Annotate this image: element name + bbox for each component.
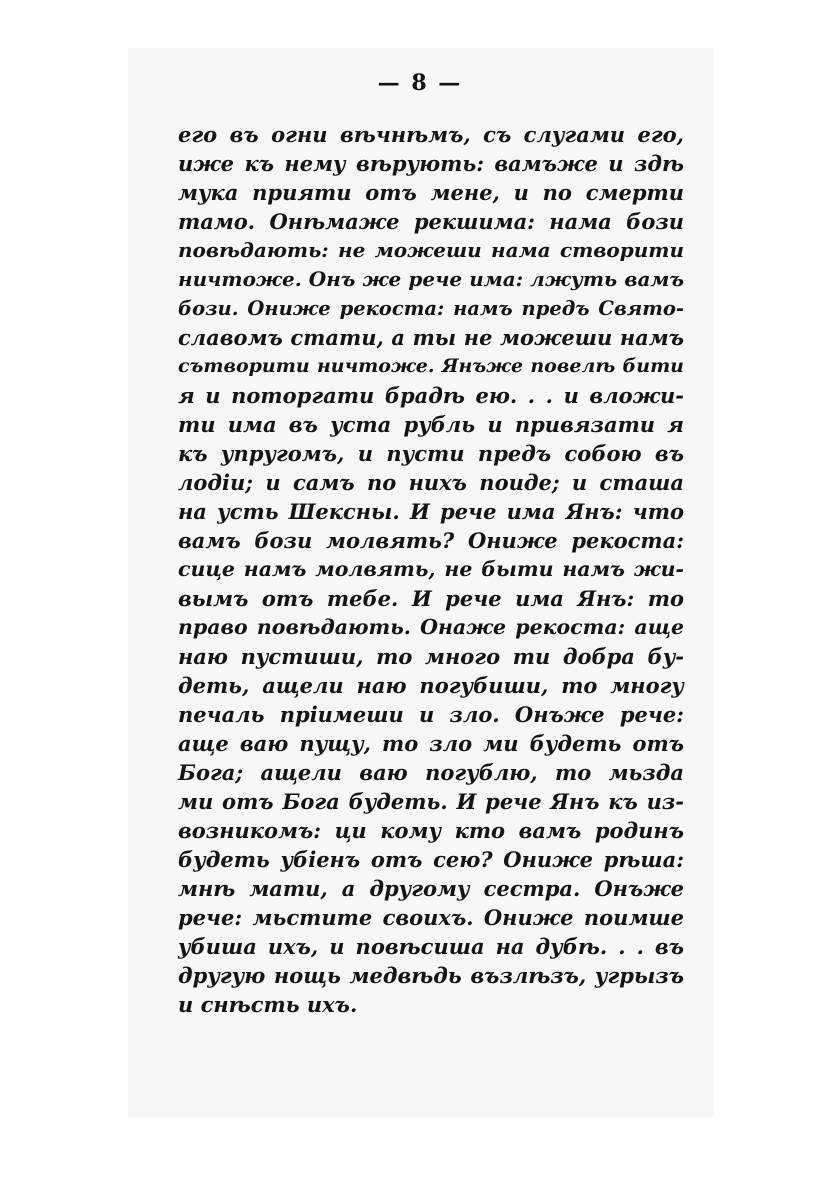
- text-line: славомъ стати, а ты не можеши намъ: [178, 325, 684, 350]
- text-line: и снѣсть ихъ.: [178, 992, 358, 1017]
- text-line: рече: мьстите своихъ. Ониже поимше: [178, 905, 684, 930]
- text-line: наю пустиши, то много ти добра бу-: [178, 644, 684, 669]
- text-line: его въ огни вѣчнѣмъ, съ слугами его,: [178, 122, 684, 147]
- text-line: печаль пріимеши и зло. Онъже рече:: [178, 702, 684, 727]
- text-line: ти има въ уста рубль и привязати я: [178, 412, 684, 437]
- text-line: сътворити ничтоже. Янъже повелѣ бити: [178, 355, 684, 377]
- text-line: бози. Ониже рекоста: намъ предъ Свято-: [178, 297, 684, 320]
- text-line: мнѣ мати, а другому сестра. Онъже: [178, 876, 684, 901]
- text-line: ничтоже. Онъ же рече има: лжуть вамъ: [178, 267, 684, 291]
- text-line: къ упругомъ, и пусти предъ собою въ: [178, 441, 684, 466]
- text-line: сице намъ молвять, не быти намъ жи-: [178, 557, 684, 581]
- text-line: лодіи; и самъ по нихъ поиде; и сташа: [178, 470, 684, 495]
- text-line: аще ваю пущу, то зло ми будеть отъ: [178, 731, 684, 756]
- text-line: возникомъ: ци кому кто вамъ родинъ: [178, 818, 684, 843]
- text-line: мука прияти отъ мене, и по смерти: [178, 180, 684, 205]
- text-block: [178, 120, 684, 1019]
- text-line: вымъ отъ тебе. И рече има Янъ: то: [178, 586, 684, 611]
- text-line: другую нощь медвѣдь възлѣзъ, угрызъ: [178, 963, 684, 988]
- text-line: ми отъ Бога будеть. И рече Янъ къ из-: [178, 789, 684, 814]
- page-number: — 8 —: [377, 70, 463, 96]
- text-line: убиша ихъ, и повѣсиша на дубѣ. . . въ: [178, 934, 684, 959]
- text-line: деть, ащели наю погубиши, то многу: [178, 673, 684, 698]
- text-line: иже къ нему вѣрують: вамъже и здѣ: [178, 151, 684, 176]
- text-line: на усть Шексны. И рече има Янъ: что: [178, 499, 684, 524]
- text-line: я и поторгати брадѣ ею. . . и вложи-: [178, 383, 684, 408]
- text-line: будеть убіенъ отъ сею? Ониже рѣша:: [178, 847, 684, 872]
- text-line: право повѣдають. Онаже рекоста: аще: [178, 615, 684, 639]
- text-line: Бога; ащели ваю погублю, то мьзда: [178, 760, 684, 785]
- text-line: повѣдають: не можеши нама створити: [178, 238, 684, 262]
- text-line: вамъ бози молвять? Ониже рекоста:: [178, 528, 684, 553]
- text-line: тамо. Онѣмаже рекшима: нама бози: [178, 209, 684, 234]
